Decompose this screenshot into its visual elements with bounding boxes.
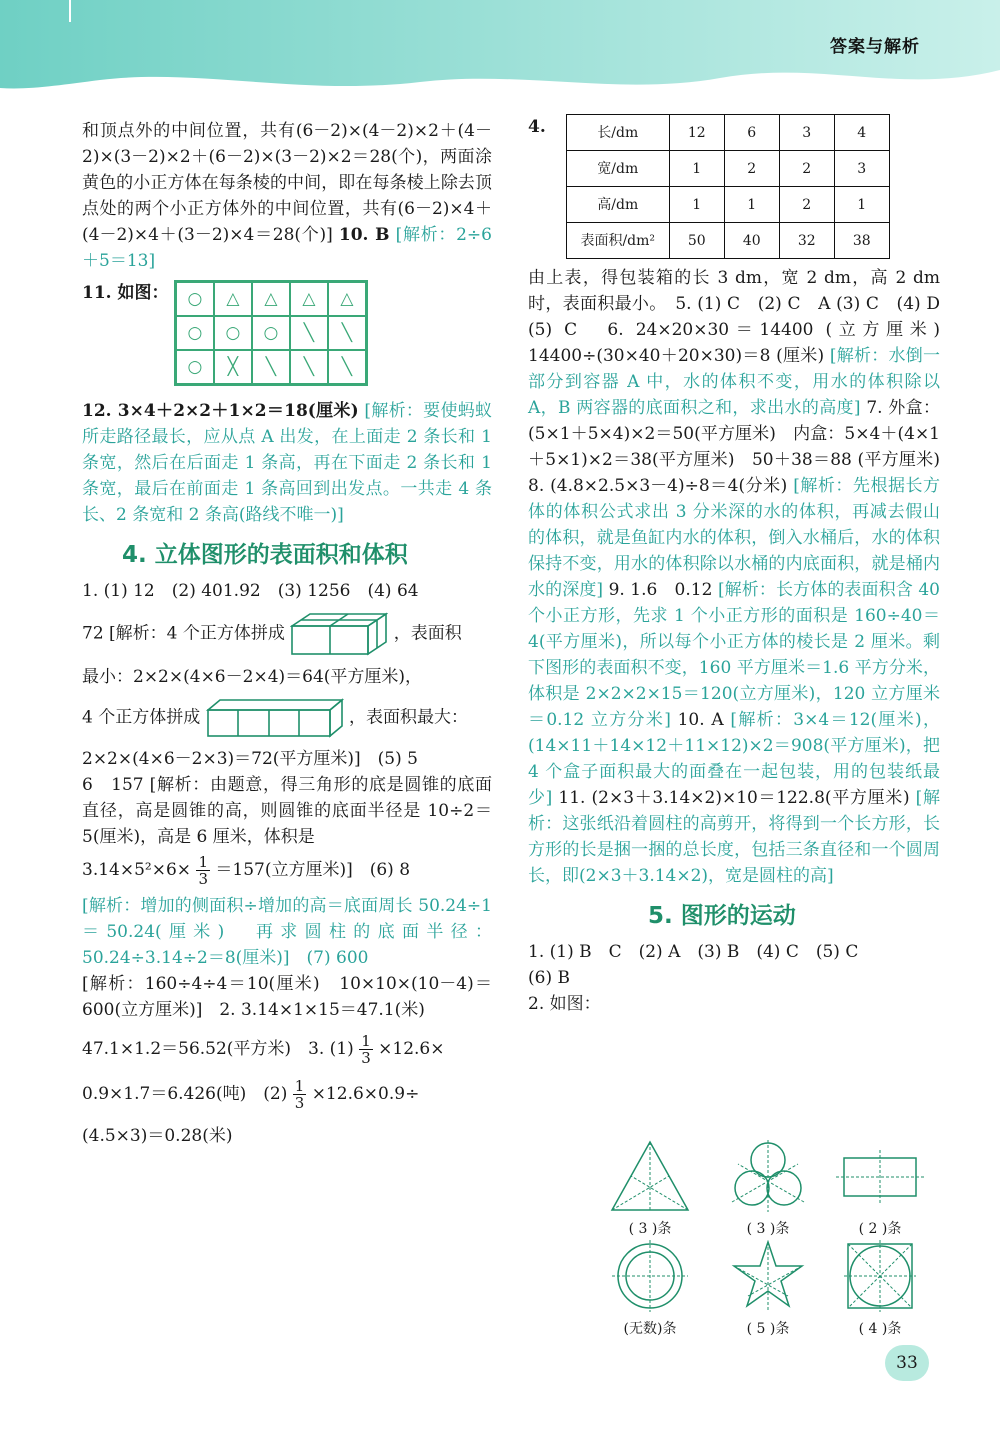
axis-count-label: ( 3 )条: [746, 1221, 790, 1237]
explanation-note: [解析：3×4＝12(厘米)，(14×11＋14×12＋11×12)×2＝908(平方厘米)，把 4 个盒子面积最大的面叠在一起包装，用的包装纸最少]: [528, 710, 941, 808]
grid-cell: ╲: [290, 350, 328, 384]
answer-paragraph: [528, 265, 957, 889]
explanation-note: [解析：这张纸沿着圆柱的高剪开，将得到一个长方形，长方形的长是捆一捆的总长度，包括三条直径和一个圆周长，即(2×3＋3.14×2)，宽是圆柱的高]: [528, 788, 940, 886]
s4-line: [82, 612, 492, 656]
q11-label: 11. 如图：: [82, 283, 169, 303]
fraction: [293, 1078, 307, 1111]
axis-count-label: ( 4 )条: [858, 1321, 902, 1337]
explanation-note: [解析：先根据长方体的体积公式求出 3 分米深的水的体积，再减去假山的体积，就是鱼缸内水的体积，倒入水桶后，水的体积保持不变，用水的体积除以水桶的内底面积，就是桶内水的深度]: [528, 476, 940, 600]
q12-answer: 12. 3×4＋2×2＋1×2＝18(厘米): [82, 401, 359, 421]
s4-line: 2×2×(4×6－2×3)＝72(平方厘米)] (5) 5: [82, 749, 418, 769]
row-label: 宽/dm: [566, 151, 669, 187]
table-cell: 4: [834, 115, 889, 151]
s5-line: 1. (1) B C (2) A (3) B (4) C (5) C: [528, 942, 859, 962]
s4-line: 最小：2×2×(4×6－2×4)＝64(平方厘米)，: [82, 667, 423, 687]
table-cell: 6: [724, 115, 779, 151]
table-row: [566, 223, 889, 259]
explanation-note: [解析：长方体的表面积含 40 个小正方形，先求 1 个小正方形的面积是 160÷40＝4(平方厘米)，所以每个小正方体的棱长是 2 厘米。剩下图形的表面积不变，160 平方厘米＝1.6 平方分米，体积是 2×2×2×15＝120(立方厘米)，120 立方厘米＝0.12 立方分米]: [528, 580, 941, 730]
answer-text: 7. 外盒：(5×1＋5×4)×2＝50(平方厘米) 内盒：5×4＋(4×1＋5×1)×2＝38(平方厘米) 50＋38＝88 (平方厘米) 8. (4.8×2.5×3－4)÷8＝4(分米): [528, 398, 957, 496]
rectangle-icon: [830, 1140, 930, 1214]
q12-paragraph: [82, 398, 492, 528]
s4-line: [82, 698, 492, 738]
s4-line: 1. (1) 12 (2) 401.92 (3) 1256 (4) 64: [82, 581, 419, 601]
table-cell: 40: [724, 223, 779, 259]
grid-cell: △: [252, 282, 290, 316]
header-banner: [0, 0, 1000, 120]
grid-cell: △: [328, 282, 366, 316]
ring-icon: [600, 1240, 700, 1314]
fraction: [359, 1033, 373, 1066]
answer-text: 10. A: [677, 710, 724, 730]
axis-count-label: ( 3 )条: [628, 1221, 672, 1237]
s4-text: ×12.6×: [378, 1039, 445, 1059]
frac-num: 1: [198, 853, 208, 871]
answer-text: 和顶点外的中间位置，共有(6－2)×(4－2)×2＋(4－2)×(3－2)×2＋(6－2)×(3－2)×2＝28(个)，两面涂黄色的小正方体在每条棱的中间，即在每条棱上除去顶点处的两个小正方体外的中间位置，共有(6－2)×4＋(4－2)×4＋(3－2)×4＝28(个)]: [82, 121, 492, 245]
row-label: 长/dm: [566, 115, 669, 151]
table-row: [566, 115, 889, 151]
table-cell: 50: [669, 223, 724, 259]
s4-text: 72 [解析：4 个正方体拼成: [82, 623, 285, 644]
ring-figure: [600, 1240, 700, 1338]
cube-row-icon: [206, 698, 344, 738]
table-cell: 3: [779, 115, 834, 151]
s5-line: (6) B: [528, 968, 570, 988]
grid-cell: ○: [214, 316, 252, 350]
table-cell: 1: [834, 187, 889, 223]
answer-text: 11. (2×3＋3.14×2)×10＝122.8(平方厘米): [558, 788, 910, 808]
grid-cell: ╲: [328, 350, 366, 384]
square-circle-icon: [830, 1240, 930, 1314]
table-cell: 3: [834, 151, 889, 187]
dimension-table: [566, 114, 890, 259]
s4-text: 47.1×1.2＝56.52(平方米) 3. (1): [82, 1039, 354, 1059]
table-row: [566, 187, 889, 223]
s4-line: [解析：160÷4÷4＝10(厘米) 10×10×(10－4)＝600(立方厘米)] 2. 3.14×1×15＝47.1(米): [82, 974, 492, 1020]
row-label: 表面积/dm²: [566, 223, 669, 259]
section-4-title: 4. 立体图形的表面积和体积: [122, 542, 408, 568]
fraction: [196, 854, 210, 887]
q12-note: [解析：要使蚂蚁所走路径最长，应从点 A 出发，在上面走 2 条长和 1 条宽，然后在后面走 1 条高，再在下面走 2 条长和 1 条宽，最后在前面走 1 条高回到出发点。一共走 4 条长、2 条宽和 2 条高(路线不唯一)]: [82, 401, 492, 525]
table-cell: 12: [669, 115, 724, 151]
s4-text: 4 个正方体拼成: [82, 707, 201, 728]
header-title: 答案与解析: [830, 37, 920, 57]
grid-cell: ╲: [290, 316, 328, 350]
frac-den: 3: [361, 1049, 371, 1067]
right-column: [528, 114, 957, 1017]
axis-count-label: ( 5 )条: [746, 1321, 790, 1337]
table-cell: 1: [669, 151, 724, 187]
s4-line: [82, 1033, 492, 1066]
grid-cell: ○: [176, 350, 214, 384]
grid-cell: △: [290, 282, 328, 316]
s5-line: 2. 如图：: [528, 994, 601, 1014]
s4-text: ，表面积: [393, 623, 462, 644]
q4-label: 4.: [528, 117, 546, 137]
s4-line: [82, 1078, 492, 1111]
table-cell: 2: [779, 151, 834, 187]
table-cell: 2: [724, 151, 779, 187]
rectangle-figure: [830, 1140, 930, 1238]
s4-text: ，表面积最大：: [349, 707, 469, 728]
explanation-note: [解析：2÷6＋5＝13]: [82, 225, 492, 271]
star-icon: [718, 1240, 818, 1314]
grid-cell: ╲: [328, 316, 366, 350]
answer-text: 9. 1.6 0.12: [608, 580, 713, 600]
table-cell: 1: [724, 187, 779, 223]
s4-note: [解析：增加的侧面积÷增加的高＝底面周长 50.24÷1＝50.24(厘米) 再求圆柱的底面半径：50.24÷3.14÷2＝8(厘米)] (7) 600: [82, 896, 492, 968]
page-number: 33: [885, 1345, 929, 1381]
left-column: [82, 118, 492, 1149]
grid-cell: ○: [176, 316, 214, 350]
s4-text: 3.14×5²×6×: [82, 860, 192, 880]
table-row: [566, 151, 889, 187]
s4-line: (4.5×3)＝0.28(米): [82, 1126, 233, 1146]
triangle-icon: [600, 1140, 700, 1214]
s4-text: 0.9×1.7＝6.426(吨) (2): [82, 1084, 288, 1104]
s4-line: 6 157 [解析：由题意，得三角形的底是圆锥的底面直径，高是圆锥的高，则圆锥的底面半径是 10÷2＝5(厘米)，高是 6 厘米，体积是: [82, 775, 492, 847]
row-label: 高/dm: [566, 187, 669, 223]
q11-symbol-grid: [174, 280, 368, 386]
frac-den: 3: [294, 1094, 305, 1112]
three-circles-figure: [718, 1140, 818, 1238]
section-5-title: 5. 图形的运动: [648, 903, 796, 929]
explanation-note: [解析：水倒一部分到容器 A 中，水的体积不变，用水的体积除以 A，B 两容器的底面积之和，求出水的高度]: [528, 346, 941, 418]
answer-text: 由上表，得包装箱的长 3 dm，宽 2 dm，高 2 dm 时，表面积最小。 5. (1) C (2) C A (3) C (4) D (5) C 6. 24×20×30＝14400 (立方厘米) 14400÷(30×40＋20×30)＝8 (厘米): [528, 268, 957, 366]
table-cell: 38: [834, 223, 889, 259]
table-cell: 32: [779, 223, 834, 259]
axis-count-label: ( 2 )条: [858, 1221, 902, 1237]
table-cell: 1: [669, 187, 724, 223]
star-figure: [718, 1240, 818, 1338]
s4-text: ＝157(立方厘米)] (6) 8: [215, 860, 411, 880]
grid-cell: ╳: [214, 350, 252, 384]
grid-cell: ○: [252, 316, 290, 350]
table-cell: 2: [779, 187, 834, 223]
cube-2x2-icon: [290, 612, 388, 656]
s4-text: ×12.6×0.9÷: [311, 1084, 420, 1104]
grid-cell: ╲: [252, 350, 290, 384]
three-circles-icon: [718, 1140, 818, 1214]
grid-cell: ○: [176, 282, 214, 316]
triangle-figure: [600, 1140, 700, 1238]
frac-den: 3: [198, 870, 208, 888]
grid-cell: △: [214, 282, 252, 316]
s4-line: [82, 854, 492, 887]
q10-answer: 10. B: [338, 225, 390, 245]
frac-num: 1: [294, 1077, 305, 1095]
symmetry-figures: [600, 1140, 940, 1340]
square-circle-figure: [830, 1240, 930, 1338]
axis-count-label: (无数)条: [623, 1321, 677, 1337]
answer-paragraph: [82, 118, 492, 274]
frac-num: 1: [361, 1032, 371, 1050]
